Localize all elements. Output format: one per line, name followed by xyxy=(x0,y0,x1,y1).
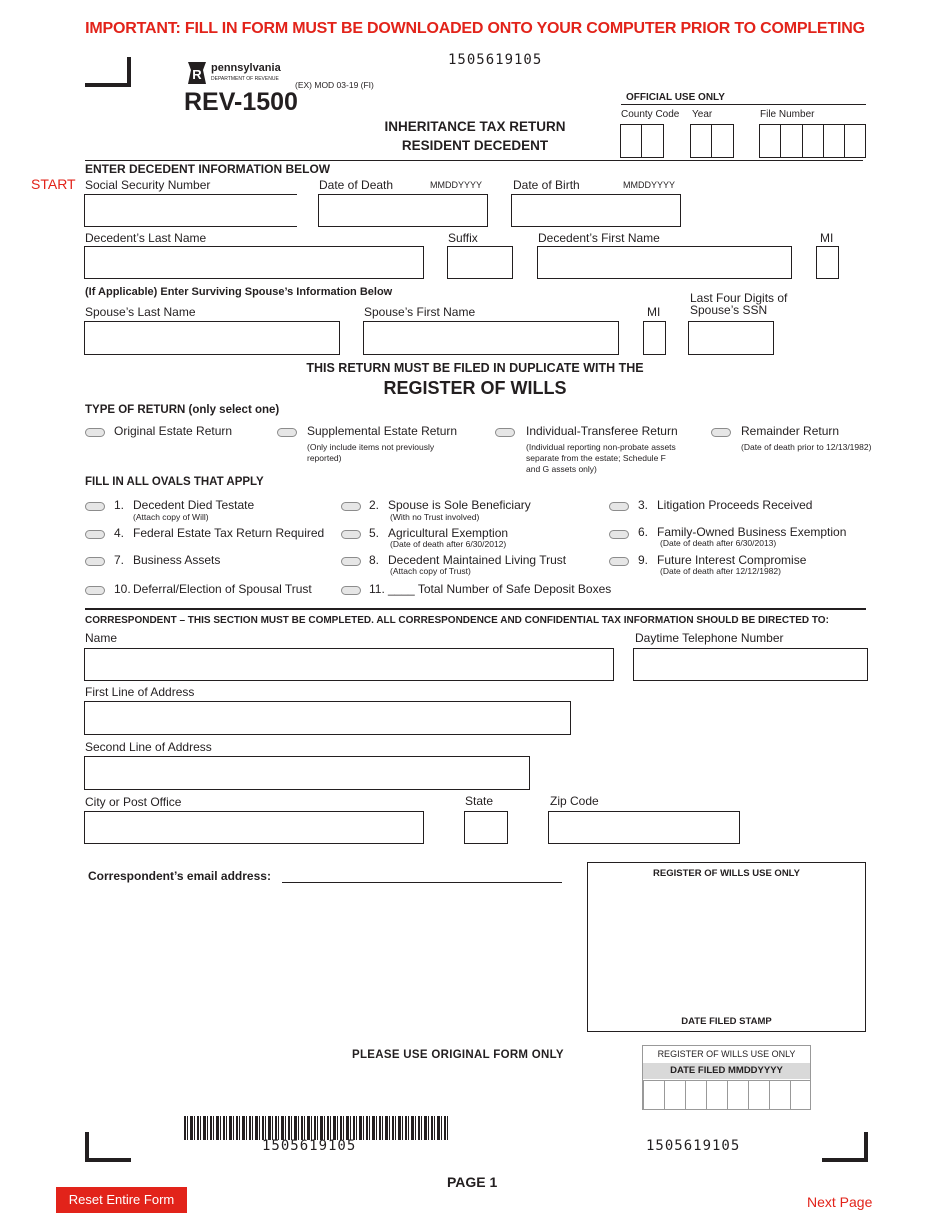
zip-input[interactable] xyxy=(548,811,740,844)
item-5-note: (Date of death after 6/30/2012) xyxy=(390,539,507,549)
item-9-oval[interactable] xyxy=(609,557,629,566)
spouse-first-name-label: Spouse’s First Name xyxy=(364,305,476,319)
return-type-remainder-oval[interactable] xyxy=(711,428,731,437)
item-2-oval[interactable] xyxy=(341,502,361,511)
correspondent-rule xyxy=(85,608,866,610)
correspondent-heading: CORRESPONDENT – THIS SECTION MUST BE COMPLETED. ALL CORRESPONDENCE AND CONFIDENTIAL TAX INFORMATION SHOULD BE DIRECTED TO: xyxy=(85,615,829,626)
dob-format: MMDDYYYY xyxy=(623,180,676,190)
year-label: Year xyxy=(692,109,713,120)
item-2-label: Spouse is Sole Beneficiary xyxy=(388,498,531,512)
item-8-note: (Attach copy of Trust) xyxy=(390,566,471,576)
item-9-label: Future Interest Compromise xyxy=(657,553,807,567)
register-use-only-label: REGISTER OF WILLS USE ONLY xyxy=(653,868,800,879)
page-number: PAGE 1 xyxy=(447,1174,498,1190)
item-9-num: 9. xyxy=(638,553,649,567)
item-5-num: 5. xyxy=(369,526,380,540)
spouse-heading: (If Applicable) Enter Surviving Spouse’s Information Below xyxy=(85,286,393,298)
start-marker: START xyxy=(31,176,76,192)
item-5-oval[interactable] xyxy=(341,530,361,539)
form-number: REV-1500 xyxy=(184,88,298,116)
item-6-num: 6. xyxy=(638,525,649,539)
return-type-individual-note1: (Individual reporting non-probate assets xyxy=(526,442,676,452)
suffix-label: Suffix xyxy=(448,231,478,245)
item-8-oval[interactable] xyxy=(341,557,361,566)
address-line2-input[interactable] xyxy=(84,756,530,790)
form-mod-version: (EX) MOD 03-19 (FI) xyxy=(295,80,374,90)
city-input[interactable] xyxy=(84,811,424,844)
item-7-num: 7. xyxy=(114,553,125,567)
return-type-supplemental-note2: reported) xyxy=(307,453,342,463)
date-of-death-input[interactable] xyxy=(318,194,488,227)
item-10-label: Deferral/Election of Spousal Trust xyxy=(133,582,312,596)
download-warning: IMPORTANT: FILL IN FORM MUST BE DOWNLOADED ONTO YOUR COMPUTER PRIOR TO COMPLETING xyxy=(85,20,865,37)
crop-mark-bottom-left xyxy=(85,1132,131,1162)
keystone-icon xyxy=(186,61,208,85)
item-11-num: 11. xyxy=(369,582,385,596)
ovals-heading: FILL IN ALL OVALS THAT APPLY xyxy=(85,476,264,488)
date-of-birth-input[interactable] xyxy=(511,194,681,227)
spouse-mi-label: MI xyxy=(647,305,661,319)
spouse-last-name-label: Spouse’s Last Name xyxy=(85,305,196,319)
spouse-first-name-input[interactable] xyxy=(363,321,619,355)
county-code-field xyxy=(620,124,664,158)
decedent-first-name-input[interactable] xyxy=(537,246,792,279)
item-6-note: (Date of death after 6/30/2013) xyxy=(660,538,777,548)
county-code-label: County Code xyxy=(621,109,680,120)
use-original-form-notice: PLEASE USE ORIGINAL FORM ONLY xyxy=(352,1049,564,1061)
crop-mark-top-left xyxy=(85,57,131,87)
return-type-individual-oval[interactable] xyxy=(495,428,515,437)
official-use-rule xyxy=(621,104,866,105)
return-type-individual-note3: and G assets only) xyxy=(526,464,597,474)
spouse-ssn4-label-line2: Spouse’s SSN xyxy=(690,303,768,317)
return-type-individual-note2: separate from the estate; Schedule F xyxy=(526,453,666,463)
item-4-label: Federal Estate Tax Return Required xyxy=(133,526,325,540)
email-label: Correspondent’s email address: xyxy=(88,869,271,883)
decedent-heading: ENTER DECEDENT INFORMATION BELOW xyxy=(85,162,331,176)
dod-label: Date of Death xyxy=(319,178,394,192)
ssn-input[interactable] xyxy=(84,194,297,227)
decedent-last-name-label: Decedent’s Last Name xyxy=(85,231,207,245)
return-type-remainder-label: Remainder Return xyxy=(741,424,840,438)
barcode xyxy=(184,1116,448,1140)
item-7-oval[interactable] xyxy=(85,557,105,566)
next-page-button[interactable]: Next Page xyxy=(807,1194,873,1210)
correspondent-phone-input[interactable] xyxy=(633,648,868,681)
item-3-oval[interactable] xyxy=(609,502,629,511)
svg-text:R: R xyxy=(192,67,202,82)
dod-format: MMDDYYYY xyxy=(430,180,483,190)
item-3-num: 3. xyxy=(638,498,649,512)
register-stamp-box xyxy=(587,862,866,1032)
item-1-label: Decedent Died Testate xyxy=(133,498,255,512)
return-type-supplemental-oval[interactable] xyxy=(277,428,297,437)
email-input[interactable] xyxy=(282,866,562,883)
item-2-num: 2. xyxy=(369,498,380,512)
return-type-heading: TYPE OF RETURN (only select one) xyxy=(85,404,280,416)
item-7-label: Business Assets xyxy=(133,553,221,567)
state-input[interactable] xyxy=(464,811,508,844)
register-use-only-label-2: REGISTER OF WILLS USE ONLY xyxy=(657,1049,796,1059)
item-6-label: Family-Owned Business Exemption xyxy=(657,525,847,539)
address-line2-label: Second Line of Address xyxy=(85,740,212,754)
official-use-heading: OFFICIAL USE ONLY xyxy=(626,92,725,103)
correspondent-name-label: Name xyxy=(85,631,118,645)
item-4-num: 4. xyxy=(114,526,125,540)
file-number-label: File Number xyxy=(760,109,815,120)
bottom-right-code: 1505619105 xyxy=(646,1138,741,1154)
spouse-mi-input[interactable] xyxy=(643,321,666,355)
item-11-oval[interactable] xyxy=(341,586,361,595)
city-label: City or Post Office xyxy=(85,795,182,809)
date-filed-header: DATE FILED MMDDYYYY xyxy=(643,1063,810,1079)
crop-mark-bottom-right xyxy=(822,1132,868,1162)
state-label: State xyxy=(465,794,494,808)
dob-label: Date of Birth xyxy=(513,178,580,192)
item-8-num: 8. xyxy=(369,553,380,567)
item-6-oval[interactable] xyxy=(609,530,629,539)
suffix-input[interactable] xyxy=(447,246,513,279)
return-type-original-oval[interactable] xyxy=(85,428,105,437)
item-5-label: Agricultural Exemption xyxy=(388,526,509,540)
decedent-heading-rule xyxy=(85,160,863,161)
date-filed-stamp-label: DATE FILED STAMP xyxy=(681,1016,772,1027)
item-10-num: 10. xyxy=(114,582,131,596)
top-form-code: 1505619105 xyxy=(448,52,543,68)
spouse-ssn4-input[interactable] xyxy=(688,321,774,355)
logo-name: pennsylvania xyxy=(211,62,281,74)
item-9-note: (Date of death after 12/12/1982) xyxy=(660,566,781,576)
return-type-supplemental-label: Supplemental Estate Return xyxy=(307,424,458,438)
address-line1-label: First Line of Address xyxy=(85,685,195,699)
spouse-last-name-input[interactable] xyxy=(84,321,340,355)
item-1-num: 1. xyxy=(114,498,125,512)
item-3-label: Litigation Proceeds Received xyxy=(657,498,813,512)
year-field xyxy=(690,124,734,158)
address-line1-input[interactable] xyxy=(84,701,571,735)
decedent-mi-input[interactable] xyxy=(816,246,839,279)
file-number-field xyxy=(759,124,866,158)
register-of-wills-title: REGISTER OF WILLS xyxy=(383,378,567,398)
item-1-oval[interactable] xyxy=(85,502,105,511)
form-title-line2: RESIDENT DECEDENT xyxy=(401,138,549,153)
item-11-label: ____ Total Number of Safe Deposit Boxes xyxy=(388,582,612,596)
return-type-supplemental-note1: (Only include items not previously xyxy=(307,442,435,452)
item-4-oval[interactable] xyxy=(85,530,105,539)
spouse-ssn4-label-line1: Last Four Digits of xyxy=(690,291,788,305)
ssn-label: Social Security Number xyxy=(85,178,211,192)
return-type-original-label: Original Estate Return xyxy=(114,424,233,438)
filing-instruction: THIS RETURN MUST BE FILED IN DUPLICATE WITH THE xyxy=(306,361,644,375)
decedent-mi-label: MI xyxy=(820,231,834,245)
zip-label: Zip Code xyxy=(550,794,599,808)
logo-department: DEPARTMENT OF REVENUE xyxy=(211,76,279,82)
barcode-code: 1505619105 xyxy=(262,1138,357,1154)
item-2-note: (With no Trust involved) xyxy=(390,512,480,522)
return-type-individual-label: Individual-Transferee Return xyxy=(526,424,678,438)
date-filed-cells xyxy=(643,1080,811,1110)
decedent-last-name-input[interactable] xyxy=(84,246,424,279)
correspondent-phone-label: Daytime Telephone Number xyxy=(635,631,784,645)
item-10-oval[interactable] xyxy=(85,586,105,595)
decedent-first-name-label: Decedent’s First Name xyxy=(538,231,660,245)
item-1-note: (Attach copy of Will) xyxy=(133,512,209,522)
correspondent-name-input[interactable] xyxy=(84,648,614,681)
pa-keystone-logo xyxy=(186,61,208,90)
item-8-label: Decedent Maintained Living Trust xyxy=(388,553,567,567)
reset-form-button[interactable]: Reset Entire Form xyxy=(56,1187,187,1213)
form-title-line1: INHERITANCE TAX RETURN xyxy=(384,119,566,134)
return-type-remainder-note1: (Date of death prior to 12/13/1982) xyxy=(741,442,872,452)
